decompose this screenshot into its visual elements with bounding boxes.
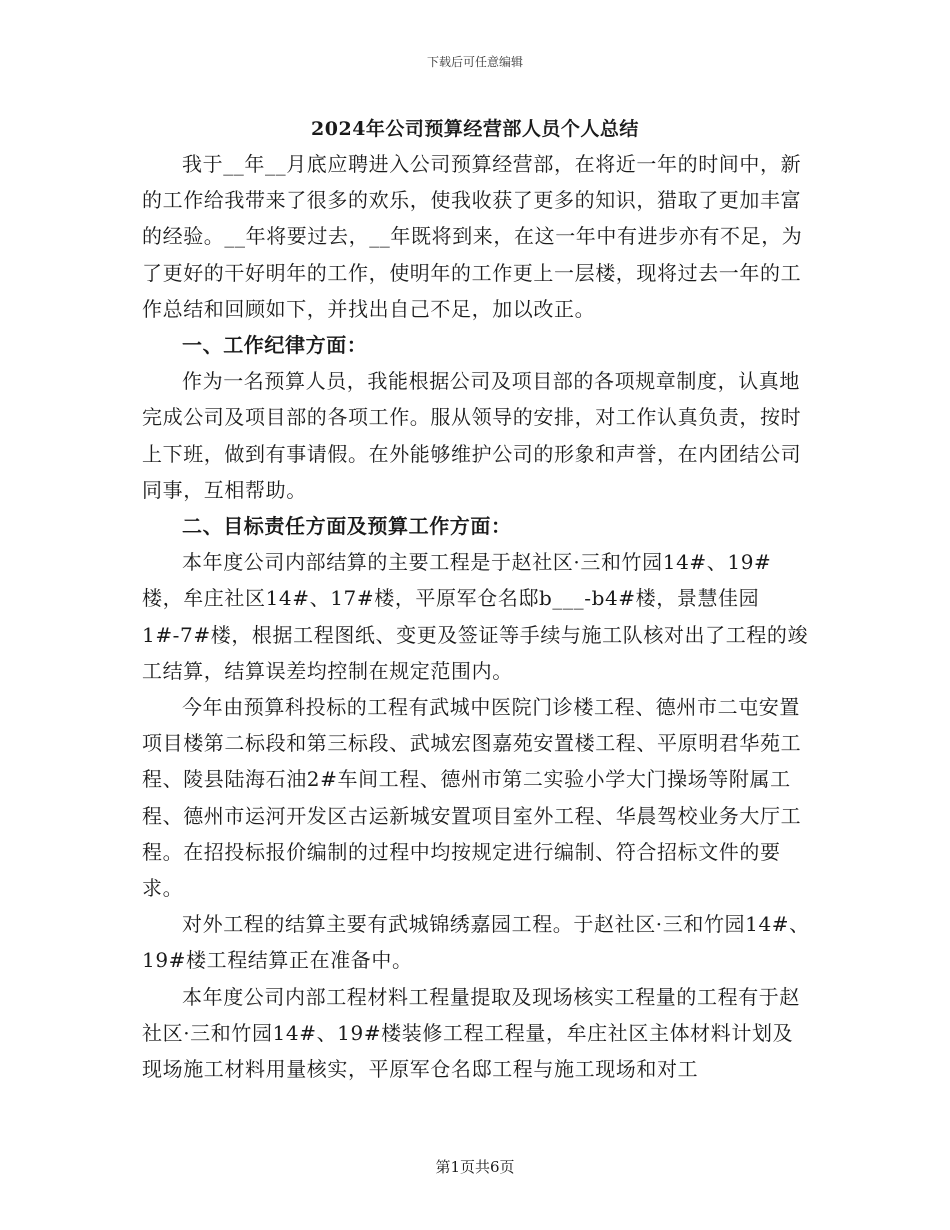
header-note: 下载后可任意编辑 [426,55,523,69]
paragraph-material-quantities: 本年度公司内部工程材料工程量提取及现场核实工程量的工程有于赵社区·三和竹园14#、19#楼装修工程工程量，牟庄社区主体材料计划及现场施工材料用量核实，平原军仓名邸工程与施工现场和对工 [142,984,800,1082]
paragraph-external-settlement: 对外工程的结算主要有武城锦绣嘉园工程。于赵社区·三和竹园14#、19#楼工程结算正在准备中。 [142,912,810,973]
paragraph-intro: 我于__年__月底应聘进入公司预算经营部，在将近一年的时间中，新的工作给我带来了很多的欢乐，使我收获了更多的知识，猎取了更加丰富的经验。__年将要过去，__年既将到来，在这一年中有进步亦有不足，为了更好的干好明年的工作，使明年的工作更上一层楼，现将过去一年的工作总结和回顾如下，并找出自己不足，加以改正。 [142,152,803,321]
paragraph-bidding: 今年由预算科投标的工程有武城中医院门诊楼工程、德州市二屯安置项目楼第二标段和第三标段、武城宏图嘉苑安置楼工程、平原明君华苑工程、陵县陆海石油2#车间工程、德州市第二实验小学大门操场等附属工程、德州市运河开发区古运新城安置项目室外工程、华晨驾校业务大厅工程。在招投标报价编制的过程中均按规定进行编制、符合招标文件的要求。 [142,695,802,901]
section-heading-targets: 二、目标责任方面及预算工作方面： [182,514,512,539]
page-footer: 第1页共6页 [435,1158,515,1176]
document-title: 2024年公司预算经营部人员个人总结 [311,118,639,140]
section-heading-discipline: 一、工作纪律方面： [182,333,368,358]
document-body [142,146,810,1087]
paragraph-discipline: 作为一名预算人员，我能根据公司及项目部的各项规章制度，认真地完成公司及项目部的各项工作。服从领导的安排，对工作认真负责，按时上下班，做到有事请假。在外能够维护公司的形象和声誉，在内团结公司同事，互相帮助。 [142,369,802,502]
paragraph-internal-settlement: 本年度公司内部结算的主要工程是于赵社区·三和竹园14#、19#楼，牟庄社区14#、17#楼，平原军仓名邸b___-b4#楼，景慧佳园1#-7#楼，根据工程图纸、变更及签证等手续与施工队核对出了工程的竣工结算，结算误差均控制在规定范围内。 [142,550,809,683]
